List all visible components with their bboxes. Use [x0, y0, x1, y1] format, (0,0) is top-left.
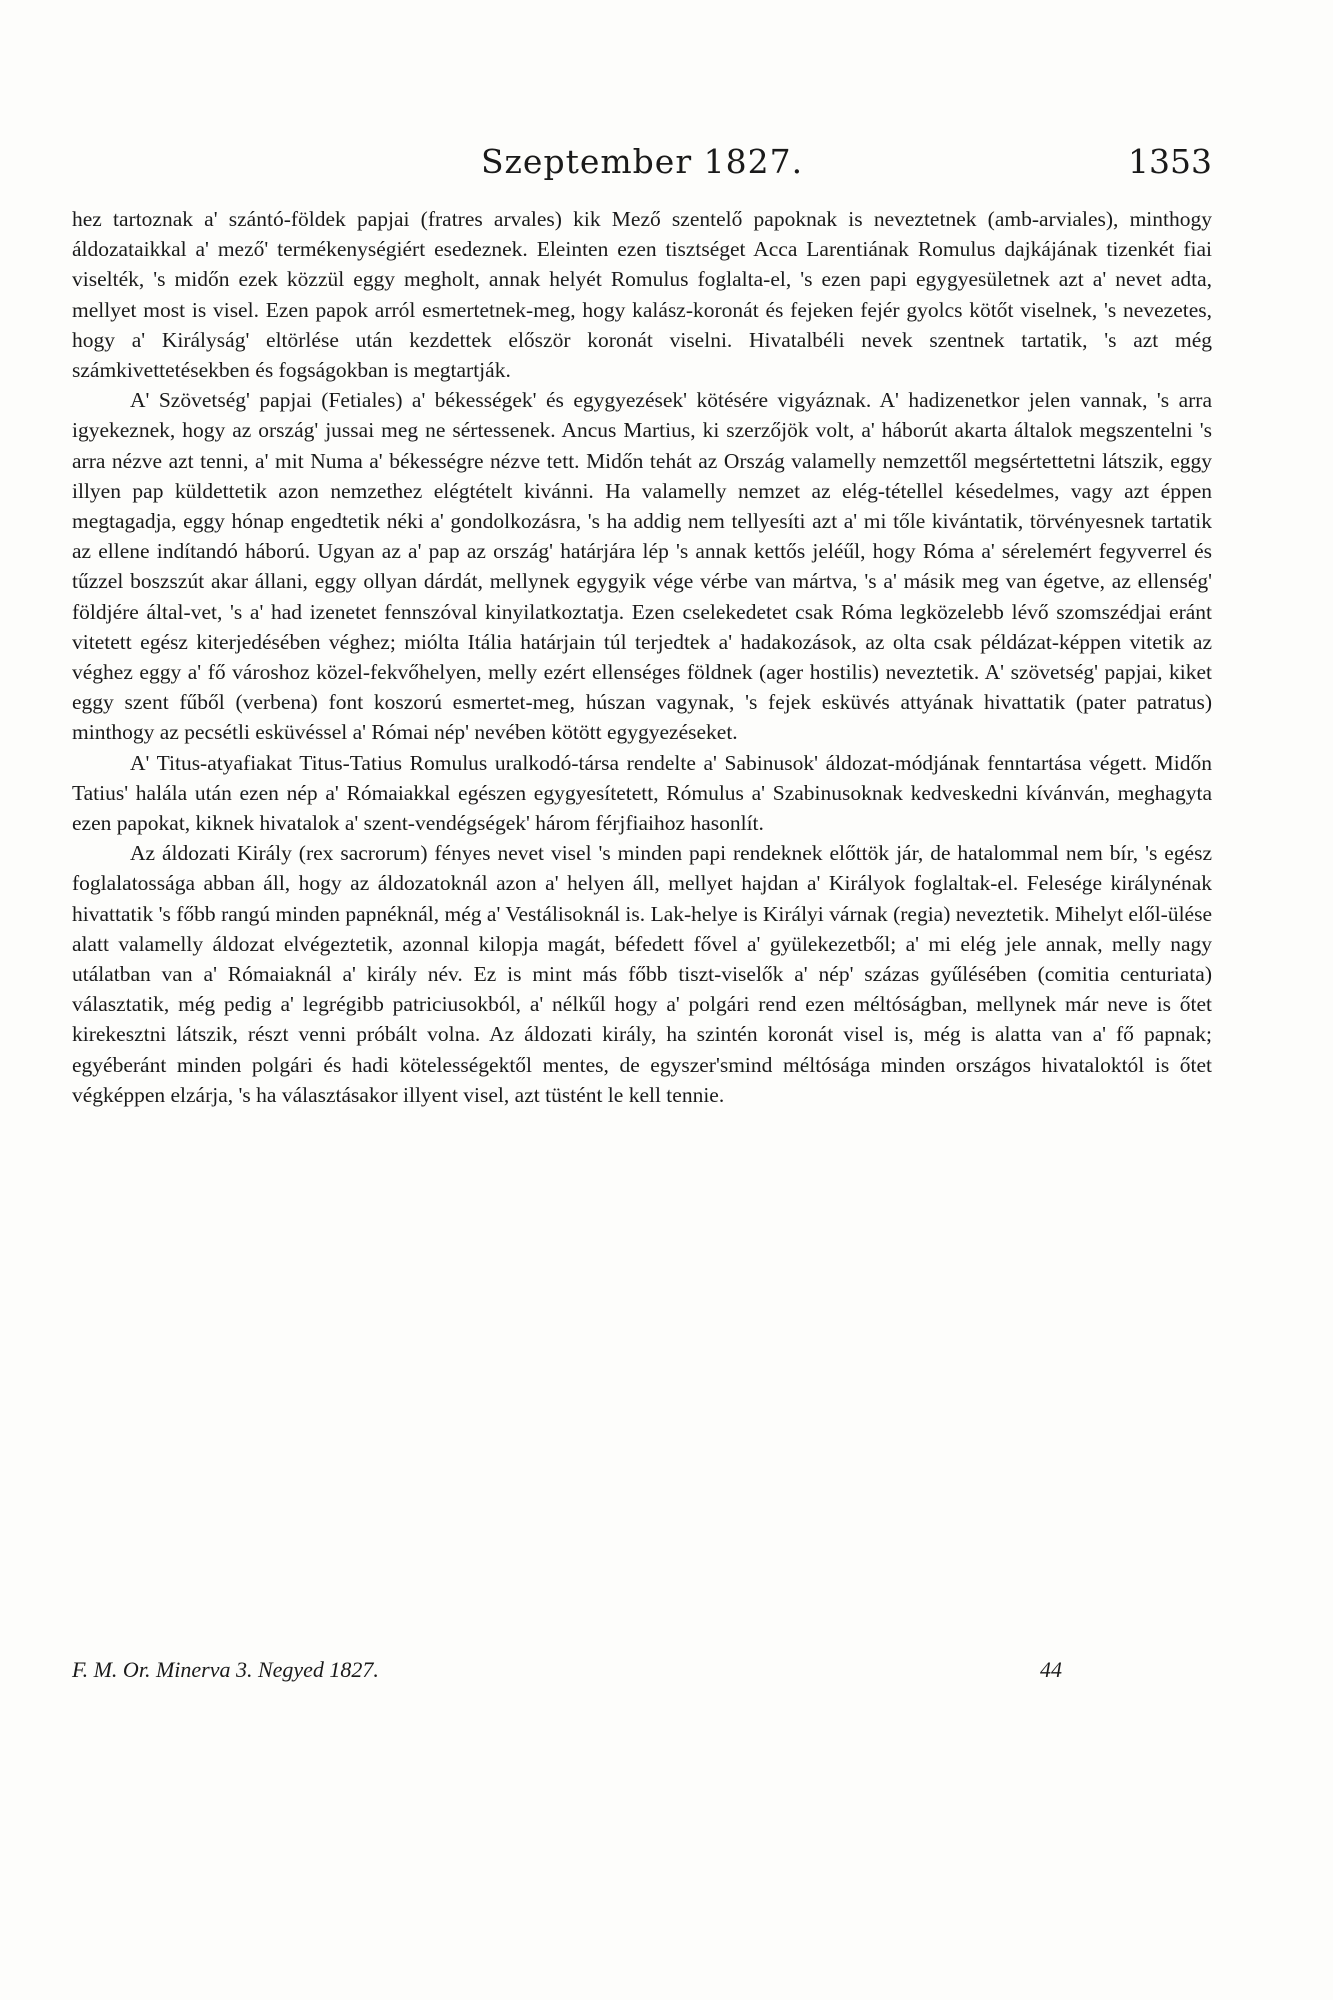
body-text: [72, 204, 1212, 1110]
paragraph-fetiales: A' Szövetség' papjai (Fetiales) a' békességek' és egygyezések' kötésére vigyáznak. A' hadizenetkor jelen vannak, 's arra igyekeznek, hogy az ország' jussai meg ne sértessenek. Ancus Martius, ki szerzőjök volt, a' háborút akarta általok megszentelni 's arra nézve azt tenni, a' mit Numa a' békességre nézve tett. Midőn tehát az Ország valamelly nemzettől megsértettetni látszik, eggy illyen pap küldettetik azon nemzethez elégtételt kivánni. Ha valamelly nemzet az elég-tétellel késedelmes, vagy azt éppen megtagadja, eggy hónap engedtetik néki a' gondolkozásra, 's ha addig nem tellyesíti azt a' mi tőle kivántatik, törvényesnek tartatik az ellene indítandó háború. Ugyan az a' pap az ország' határjára lép 's annak kettős jeléűl, hogy Róma a' sérelemért fegyverrel és tűzzel boszszút akar állani, eggy ollyan dárdát, mellynek egygyik vége vérbe van mártva, 's a' másik meg van égetve, az ellenség' földjére által-vet, 's a' had izenetet fennszóval kinyilatkoztatja. Ezen cselekedetet csak Róma legközelebb lévő szomszédjai eránt vitetett egész kiterjedésében véghez; miólta Itália határjain túl terjedtek a' hadakozások, az olta csak példázat-képpen vitetik az véghez eggy a' fő városhoz közel-fekvőhelyen, melly ezért ellenséges földnek (ager hostilis) neveztetik. A' szövetség' papjai, kiket eggy szent fűből (verbena) font koszorú esmertet-meg, húszan vagynak, 's fejek esküvés attyának hivattatik (pater patratus) minthogy az pecsétli esküvéssel a' Római nép' nevében kötött egygyezéseket.: [72, 388, 1212, 745]
page-title: Szeptember 1827.: [480, 142, 804, 181]
signature-number: 44: [1040, 1657, 1062, 1682]
paragraph-titus: A' Titus-atyafiakat Titus-Tatius Romulus uralkodó-társa rendelte a' Sabinusok' áldozat-módjának fenntartása végett. Midőn Tatius' halála után ezen nép a' Rómaiakkal egészen egygyesítetett, Rómulus a' Szabinusoknak kedveskedni kívánván, meghagyta ezen papokat, kiknek hivatalok a' szent-vendégségek' három férjfiaihoz hasonlít.: [72, 750, 1212, 836]
paragraph-rex-sacrorum: Az áldozati Király (rex sacrorum) fényes nevet visel 's minden papi rendeknek előttök jár, de hatalommal nem bír, 's egész foglalatossága abban áll, hogy az áldozatoknál azon a' helyen áll, mellyet hajdan a' Királyok foglaltak-el. Felesége királynénak hivattatik 's főbb rangú minden papnéknál, még a' Vestálisoknál is. Lak-helye is Királyi várnak (regia) neveztetik. Mihelyt elől-ülése alatt valamelly áldozat elvégeztetik, azonnal kilopja magát, béfedett fővel a' gyülekezetből; a' mi elég jele annak, melly nagy utálatban van a' Rómaiaknál a' király név. Ez is mint más főbb tiszt-viselők a' nép' százas gyűlésében (comitia centuriata) választatik, még pedig a' legrégibb patriciusokból, a' nélkűl hogy a' polgári rend ezen méltóságban, mellynek már neve is őtet kirekesztni látszik, részt venni próbált volna. Az áldozati király, ha szintén koronát visel is, még is alatta van a' fő papnak; egyéberánt minden polgári és hadi kötelességektől mentes, de egyszer'smind méltósága minden országos hivataloktól is őtet végképpen elzárja, 's ha választásakor illyent visel, azt tüstént le kell tennie.: [72, 841, 1212, 1107]
page-footer: [72, 1657, 1212, 1697]
signature-line: F. M. Or. Minerva 3. Negyed 1827.: [72, 1657, 379, 1682]
page-number: 1353: [1128, 142, 1212, 181]
running-header: [72, 142, 1212, 190]
paragraph-arvales: hez tartoznak a' szántó-földek papjai (fratres arvales) kik Mező szentelő papoknak is neveztetnek (amb-arviales), minthogy áldozataikkal a' mező' termékenységiért esedeznek. Eleinten ezen tisztséget Acca Larentiának Romulus dajkájának tizenkét fiai viselték, 's midőn ezek közzül eggy megholt, annak helyét Romulus foglalta-el, 's ezen papi egygyesületnek azt a' nevet adta, mellyet most is visel. Ezen papok arról esmertetnek-meg, hogy kalász-koronát és fejeken fejér gyolcs kötőt viselnek, 's nevezetes, hogy a' Királyság' eltörlése után kezdettek először koronát viselni. Hivatalbéli nevek szentnek tartatik, 's azt még számkivettetésekben és fogságokban is megtartják.: [72, 207, 1212, 383]
